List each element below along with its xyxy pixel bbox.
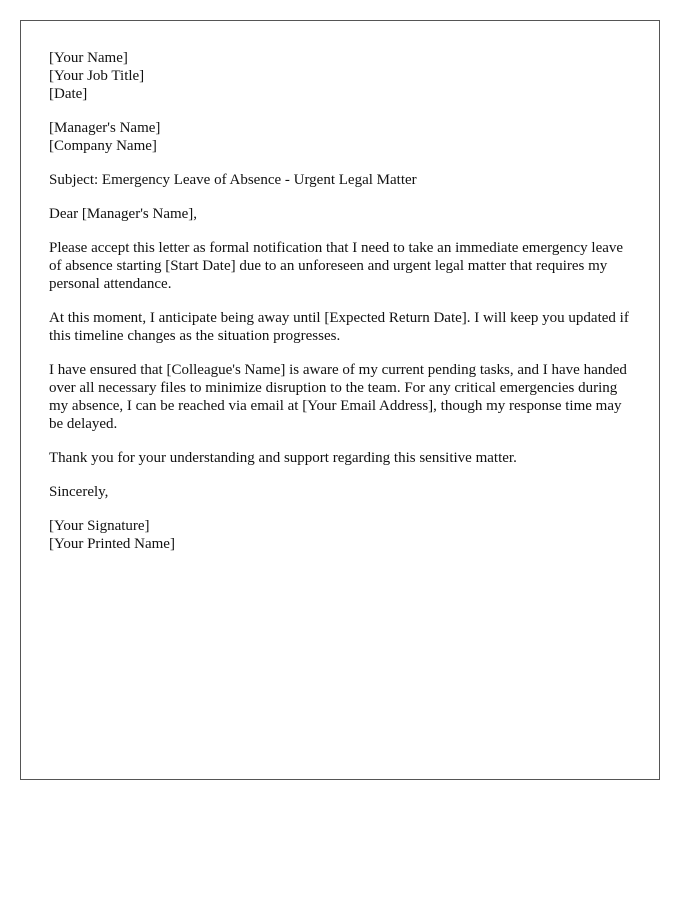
letter-date: [Date] [49, 86, 88, 102]
letter-subject: Subject: Emergency Leave of Absence - Urgent Legal Matter [49, 172, 417, 188]
paragraph-thanks: Thank you for your understanding and support regarding this sensitive matter. [49, 450, 517, 466]
recipient-company: [Company Name] [49, 138, 157, 154]
letter-closing: Sincerely, [49, 484, 109, 500]
letter-salutation: Dear [Manager's Name], [49, 206, 198, 222]
letter-page [20, 20, 660, 780]
paragraph-notification: Please accept this letter as formal notification that I need to take an immediate emergency leave of absence starting [Start Date] due to an unforeseen and urgent legal matter that requires my personal attendance. [49, 240, 624, 292]
signature-line: [Your Signature] [49, 518, 150, 534]
signature-block [49, 517, 635, 553]
sender-name: [Your Name] [49, 50, 128, 66]
recipient-block [49, 119, 635, 155]
sender-job-title: [Your Job Title] [49, 68, 145, 84]
sender-block [49, 49, 635, 103]
printed-name: [Your Printed Name] [49, 536, 175, 552]
paragraph-return-date: At this moment, I anticipate being away until [Expected Return Date]. I will keep you updated if this timeline changes as the situation progresses. [49, 310, 629, 344]
recipient-name: [Manager's Name] [49, 120, 161, 136]
letter-body [49, 49, 635, 569]
paragraph-handover: I have ensured that [Colleague's Name] is aware of my current pending tasks, and I have handed over all necessary files to minimize disruption to the team. For any critical emergencies during my absence, I can be reached via email at [Your Email Address], though my response time may be delayed. [49, 362, 627, 432]
